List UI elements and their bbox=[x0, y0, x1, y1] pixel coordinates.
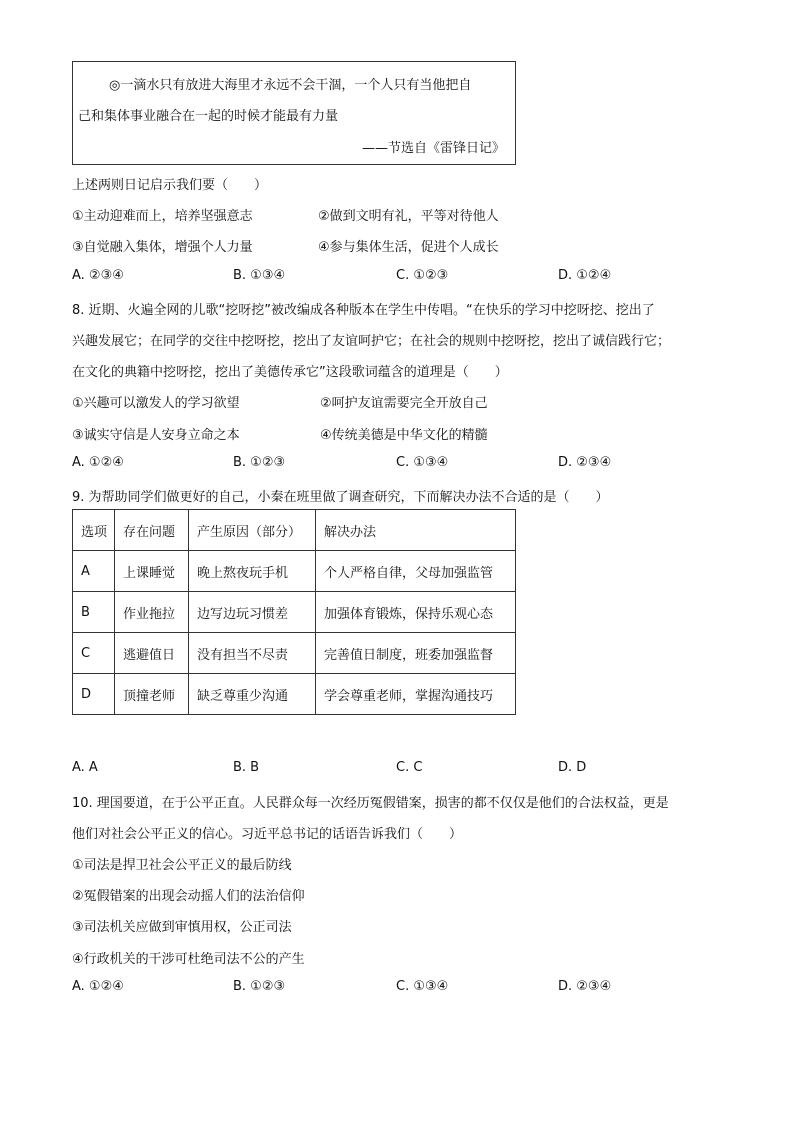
q7-option-2: ②做到文明有礼，平等对待他人 bbox=[318, 209, 499, 224]
q9-choice-b: B. B bbox=[233, 760, 260, 775]
q9-stem: 9. 为帮助同学们做更好的自己，小秦在班里做了调查研究，下而解决办法不合适的是（ ） bbox=[72, 490, 609, 505]
q10-stem-line-1: 10. 理国要道，在于公平正直。人民群众每一次经历冤假错案，损害的都不仅仅是他们的合法权益，更是 bbox=[72, 796, 669, 811]
table-header-row bbox=[73, 510, 516, 551]
q7-choice-b: B. ①③④ bbox=[233, 268, 286, 283]
table-row bbox=[73, 633, 516, 674]
quote-source: ——节选自《雷锋日记》 bbox=[361, 141, 505, 156]
q10-option-3: ③司法机关应做到审慎用权，公正司法 bbox=[72, 920, 292, 935]
table-row bbox=[73, 674, 516, 715]
table-header-cell: 产生原因（部分） bbox=[189, 510, 316, 551]
q8-choice-d: D. ②③④ bbox=[558, 455, 612, 470]
q8-stem-line-3: 在文化的典籍中挖呀挖，挖出了美德传承它”这段歌词蕴含的道理是（ ） bbox=[72, 365, 508, 380]
table-cell: B bbox=[73, 592, 115, 633]
table-cell: 学会尊重老师，掌握沟通技巧 bbox=[316, 674, 516, 715]
q10-stem-line-2: 他们对社会公平正义的信心。习近平总书记的话语告诉我们（ ） bbox=[72, 827, 463, 842]
quote-box bbox=[72, 61, 516, 165]
q8-option-3: ③诚实守信是人安身立命之本 bbox=[72, 428, 240, 443]
q7-option-3: ③自觉融入集体，增强个人力量 bbox=[72, 240, 253, 255]
table-cell: C bbox=[73, 633, 115, 674]
q10-option-1: ①司法是捍卫社会公平正义的最后防线 bbox=[72, 858, 292, 873]
q10-option-2: ②冤假错案的出现会动摇人们的法治信仰 bbox=[72, 889, 305, 904]
q8-choice-a: A. ①②④ bbox=[72, 455, 124, 470]
table-cell: 加强体育锻炼，保持乐观心态 bbox=[316, 592, 516, 633]
table-cell: 上课睡觉 bbox=[115, 551, 189, 592]
q9-choice-c: C. C bbox=[396, 760, 423, 775]
q8-choice-b: B. ①②③ bbox=[233, 455, 286, 470]
q10-choice-b: B. ①②③ bbox=[233, 979, 286, 994]
table-cell: 逃避值日 bbox=[115, 633, 189, 674]
quote-line-1: ◎一滴水只有放进大海里才永远不会干涸，一个人只有当他把自 bbox=[109, 78, 472, 93]
q10-option-4: ④行政机关的干涉可杜绝司法不公的产生 bbox=[72, 952, 305, 967]
q10-choice-a: A. ①②④ bbox=[72, 979, 124, 994]
table-cell: 完善值日制度，班委加强监督 bbox=[316, 633, 516, 674]
table-header-cell: 存在问题 bbox=[115, 510, 189, 551]
table-header-cell: 解决办法 bbox=[316, 510, 516, 551]
table-cell: 顶撞老师 bbox=[115, 674, 189, 715]
table-cell: 边写边玩习惯差 bbox=[189, 592, 316, 633]
table-row bbox=[73, 592, 516, 633]
q10-choice-d: D. ②③④ bbox=[558, 979, 612, 994]
q7-stem: 上述两则日记启示我们要（ ） bbox=[72, 178, 268, 193]
q8-option-2: ②呵护友谊需要完全开放自己 bbox=[320, 396, 488, 411]
table-cell: 晚上熬夜玩手机 bbox=[189, 551, 316, 592]
q7-choice-a: A. ②③④ bbox=[72, 268, 124, 283]
table-row bbox=[73, 551, 516, 592]
q9-choice-a: A. A bbox=[72, 760, 98, 775]
survey-table bbox=[72, 509, 516, 715]
q9-choice-d: D. D bbox=[558, 760, 587, 775]
q8-option-1: ①兴趣可以激发人的学习欲望 bbox=[72, 396, 240, 411]
table-cell: 个人严格自律，父母加强监管 bbox=[316, 551, 516, 592]
q7-option-1: ①主动迎难而上，培养坚强意志 bbox=[72, 209, 253, 224]
q8-stem-line-2: 兴趣发展它；在同学的交往中挖呀挖，挖出了友谊呵护它；在社会的规则中挖呀挖，挖出了诚信践行它； bbox=[72, 334, 671, 349]
table-cell: A bbox=[73, 551, 115, 592]
table-cell: D bbox=[73, 674, 115, 715]
quote-line-2: 己和集体事业融合在一起的时候才能最有力量 bbox=[78, 109, 339, 124]
q7-option-4: ④参与集体生活，促进个人成长 bbox=[318, 240, 499, 255]
q10-choice-c: C. ①③④ bbox=[396, 979, 449, 994]
q8-choice-c: C. ①③④ bbox=[396, 455, 449, 470]
q8-option-4: ④传统美德是中华文化的精髓 bbox=[320, 428, 488, 443]
table-cell: 没有担当不尽责 bbox=[189, 633, 316, 674]
table-cell: 缺乏尊重少沟通 bbox=[189, 674, 316, 715]
table-cell: 作业拖拉 bbox=[115, 592, 189, 633]
q7-choice-d: D. ①②④ bbox=[558, 268, 612, 283]
table-header-cell: 选项 bbox=[73, 510, 115, 551]
q7-choice-c: C. ①②③ bbox=[396, 268, 449, 283]
q8-stem-line-1: 8. 近期、火遍全网的儿歌“挖呀挖”被改编成各种版本在学生中传唱。“在快乐的学习中挖呀挖、挖出了 bbox=[72, 303, 655, 318]
